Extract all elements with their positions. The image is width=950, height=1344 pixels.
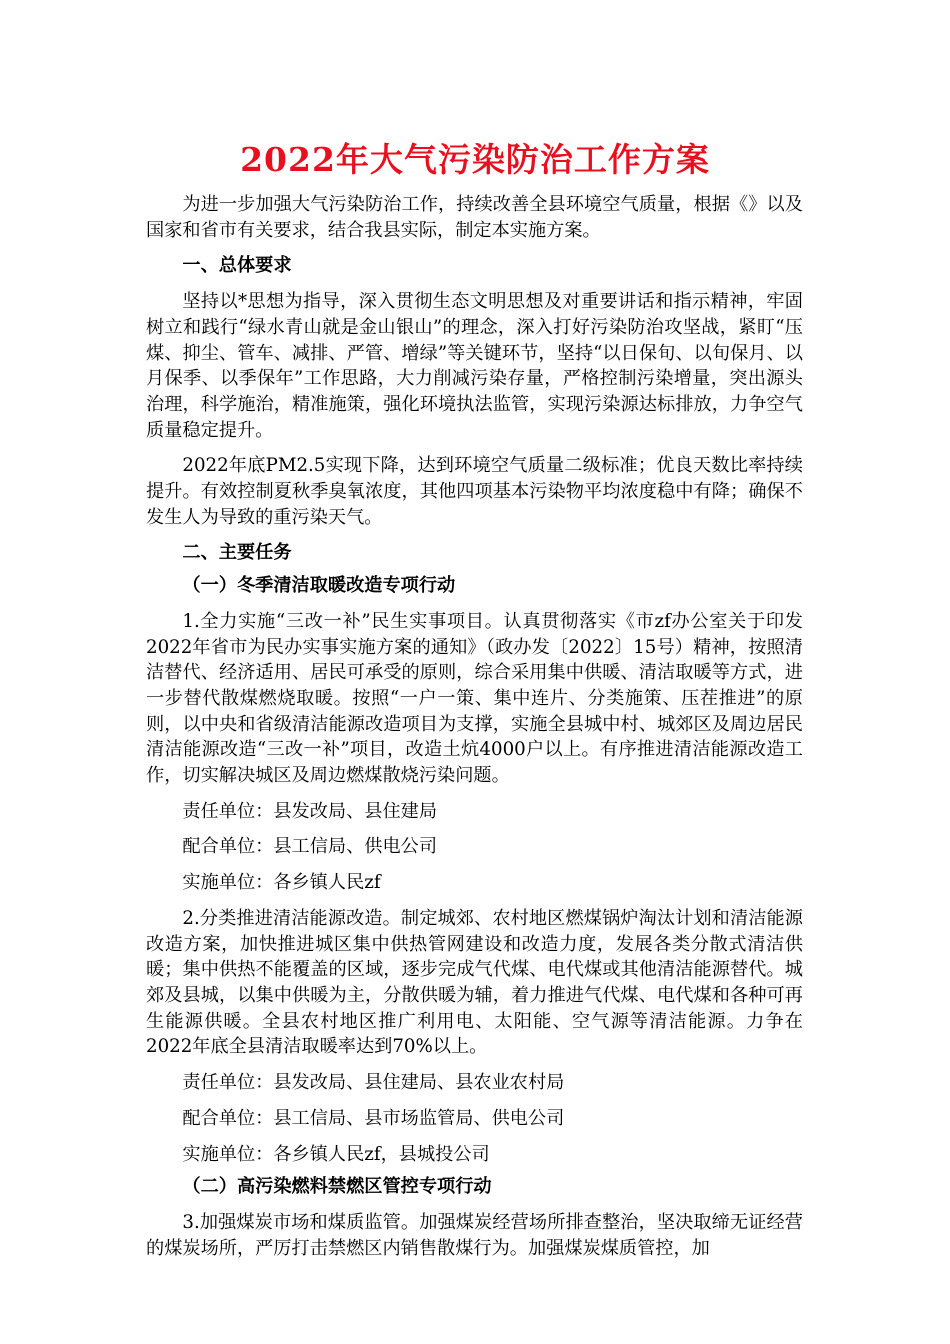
paragraph-general-1: 坚持以*思想为指导，深入贯彻生态文明思想及对重要讲话和指示精神，牢固树立和践行“绿水青山就是金山银山”的理念，深入打好污染防治攻坚战，紧盯“压煤、抑尘、管车、减排、严管、增绿”等关键环节，坚持“以日保旬、以旬保月、以月保季、以季保年”工作思路，大力削减污染存量，严格控制污染增量，突出源头治理，科学施治，精准施策，强化环境执法监管，实现污染源达标排放，力争空气质量稳定提升。 <box>146 291 803 441</box>
intro-paragraph: 为进一步加强大气污染防治工作，持续改善全县环境空气质量，根据《》以及国家和省市有关要求，结合我县实际，制定本实施方案。 <box>146 194 803 241</box>
subsection-heading-2: （二）高污染燃料禁燃区管控专项行动 <box>182 1176 492 1198</box>
cooperating-unit-1: 配合单位：县工信局、供电公司 <box>182 836 438 858</box>
responsible-unit-1: 责任单位：县发改局、县住建局 <box>182 800 438 822</box>
task-item-3: 3.加强煤炭市场和煤质监管。加强煤炭经营场所排查整治，坚决取缔无证经营的煤炭场所，严厉打击禁燃区内销售散煤行为。加强煤炭煤质管控，加 <box>146 1211 803 1259</box>
cooperating-unit-2: 配合单位：县工信局、县市场监管局、供电公司 <box>182 1107 565 1129</box>
responsible-unit-2: 责任单位：县发改局、县住建局、县农业农村局 <box>182 1072 565 1094</box>
task-item-2: 2.分类推进清洁能源改造。制定城郊、农村地区燃煤锅炉淘汰计划和清洁能源改造方案，加快推进城区集中供热管网建设和改造力度，发展各类分散式清洁供暖；集中供热不能覆盖的区域，逐步完成气代煤、电代煤或其他清洁能源替代。城郊及县城，以集中供暖为主，分散供暖为辅，着力推进气代煤、电代煤和各种可再生能源供暖。全县农村地区推广利用电、太阳能、空气源等清洁能源。力争在2022年底全县清洁取暖率达到70%以上。 <box>146 907 803 1058</box>
paragraph-general-2: 2022年底PM2.5实现下降，达到环境空气质量二级标准；优良天数比率持续提升。有效控制夏秋季臭氧浓度，其他四项基本污染物平均浓度稳中有降；确保不发生人为导致的重污染天气。 <box>146 455 803 528</box>
section-heading-general: 一、总体要求 <box>182 255 292 277</box>
implementing-unit-2: 实施单位：各乡镇人民zf，县城投公司 <box>182 1143 490 1165</box>
document-body <box>146 192 803 1261</box>
task-item-1: 1.全力实施“三改一补”民生实事项目。认真贯彻落实《市zf办公室关于印发2022年省市为民办实事实施方案的通知》（政办发〔2022〕15号）精神，按照清洁替代、经济适用、居民可承受的原则，综合采用集中供暖、清洁取暖等方式，进一步替代散煤燃烧取暖。按照“一户一策、集中连片、分类施策、压茬推进”的原则，以中央和省级清洁能源改造项目为支撑，实施全县城中村、城郊区及周边居民清洁能源改造“三改一补”项目，改造土炕4000户以上。有序推进清洁能源改造工作，切实解决城区及周边燃煤散烧污染问题。 <box>146 610 803 787</box>
section-heading-tasks: 二、主要任务 <box>182 542 292 564</box>
page-title: 2022年大气污染防治工作方案 <box>240 140 710 179</box>
implementing-unit-1: 实施单位：各乡镇人民zf <box>182 872 381 894</box>
subsection-heading-1: （一）冬季清洁取暖改造专项行动 <box>182 575 456 597</box>
